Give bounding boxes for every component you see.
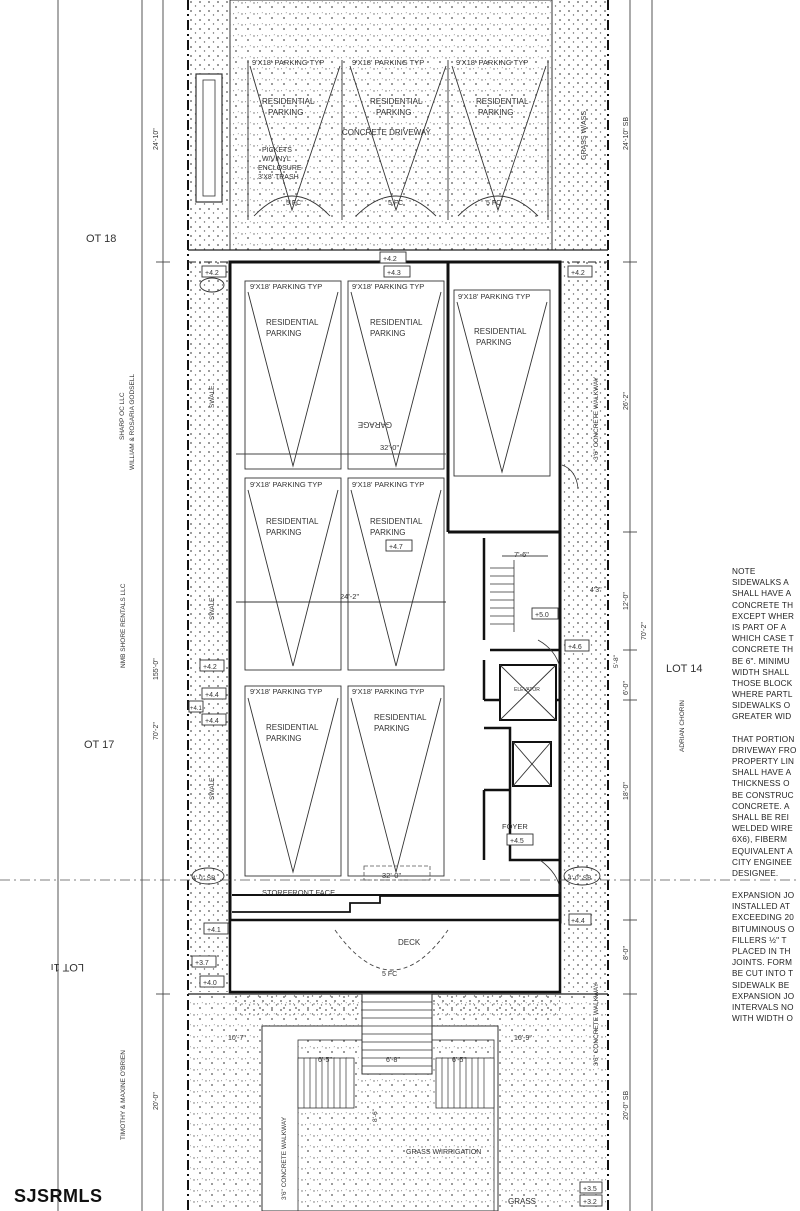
note-line: INSTALLED AT xyxy=(732,902,791,912)
pickets-label: PICKETS xyxy=(262,147,292,154)
dim-5-8: 5'-8" xyxy=(613,655,620,668)
park-top-1: PARKING xyxy=(268,108,304,117)
dim-16-9: 16'-9" xyxy=(514,1035,532,1042)
swale-1: SWALE xyxy=(209,385,216,408)
fc-top-2: 5 FC xyxy=(388,200,404,207)
parking-typ-g3: 9'X18' PARKING TYP xyxy=(458,292,531,301)
lot-14-label: LOT 14 xyxy=(666,663,703,675)
dim-6-8: 6'-8" xyxy=(386,1057,400,1064)
park-g3: PARKING xyxy=(476,338,512,347)
fc-deck: 5 FC xyxy=(382,971,398,978)
note-title: NOTE xyxy=(732,567,756,576)
note-line: JOINTS. FORM xyxy=(732,958,793,968)
swale-3: SWALE xyxy=(209,777,216,800)
note-line: SHALL BE REI xyxy=(732,812,790,822)
vinyl-label: W/VINYL xyxy=(262,156,291,163)
res-g2: RESIDENTIAL xyxy=(370,318,423,327)
note-line: GREATER WID xyxy=(732,712,792,722)
elev-5: +4.7 xyxy=(389,544,403,551)
owner-william: WILLIAM & ROSARIA GODSELL xyxy=(129,373,136,470)
grass-label: GRASS xyxy=(508,1197,537,1206)
lot-16-label: LOT 1ı xyxy=(50,961,84,973)
dim-8-6: 8'-6" xyxy=(372,1109,379,1122)
dim-10-7: 10'-7" xyxy=(228,1035,246,1042)
park-g1: PARKING xyxy=(266,329,302,338)
note-line: CONCRETE. A xyxy=(732,801,790,811)
parking-typ-g4: 9'X18' PARKING TYP xyxy=(250,480,323,489)
res-g6: RESIDENTIAL xyxy=(266,723,319,732)
elev-18: +4.0 xyxy=(203,980,217,987)
note-line: SIDEWALK BE xyxy=(732,980,790,990)
elevator-label: ELEVATOR xyxy=(514,687,540,693)
grass-irrigation-label: GRASS W/IRRIGATION xyxy=(406,1149,482,1156)
owner-adrian: ADRIAN CHORIN xyxy=(679,699,686,752)
res-top-1: RESIDENTIAL xyxy=(262,97,315,106)
elev-7: +4.6 xyxy=(568,644,582,651)
dim-32-bot: 32'-0" xyxy=(382,871,402,880)
elev-2: +4.3 xyxy=(387,270,401,277)
note-line: WHERE PARTL xyxy=(732,690,793,700)
res-top-3: RESIDENTIAL xyxy=(476,97,529,106)
note-line: PLACED IN TH xyxy=(732,947,791,956)
note-line: SIDEWALKS A xyxy=(732,578,789,588)
elev-10: +4.2 xyxy=(203,664,217,671)
park-g7: PARKING xyxy=(374,724,410,733)
note-line: EXCEEDING 20 xyxy=(732,913,795,923)
parking-typ-top-1: 9'X18' PARKING TYP xyxy=(252,58,325,67)
res-g3: RESIDENTIAL xyxy=(474,327,527,336)
dim-4-0-sb-left: 4'-0" SB xyxy=(192,875,216,882)
dim-24-2: 24'-2" xyxy=(340,592,360,601)
dim-70-left: 70'-2" xyxy=(153,722,160,740)
note-line: PROPERTY LIN xyxy=(732,757,795,766)
swale-2: SWALE xyxy=(209,597,216,620)
dim-8-0: 8'-0" xyxy=(623,946,630,960)
note-line: BE CUT INTO T xyxy=(732,969,794,979)
park-g5: PARKING xyxy=(370,528,406,537)
dim-32-top: 32'-0" xyxy=(380,443,400,452)
note-line: WITH WIDTH O xyxy=(732,1014,794,1024)
owner-timothy: TIMOTHY & MAXINE O'BRIEN xyxy=(120,1050,127,1140)
grass-walk-label: GRASS W/ASS xyxy=(581,110,588,160)
note-line: FILLERS ½" T xyxy=(732,935,787,945)
sidewalk-note xyxy=(732,566,800,1024)
park-g4: PARKING xyxy=(266,528,302,537)
parking-typ-top-3: 9'X18' PARKING TYP xyxy=(456,58,529,67)
note-line: WELDED WIRE xyxy=(732,824,793,834)
foyer-label: FOYER xyxy=(502,822,528,831)
fc-top-1: 5 FC xyxy=(286,200,302,207)
owner-sharp: SHARP OC LLC xyxy=(119,392,126,440)
parking-typ-g6: 9'X18' PARKING TYP xyxy=(250,687,323,696)
note-line: 6X6), FIBERM xyxy=(732,835,788,845)
lot-17-label: OT 17 xyxy=(84,739,115,751)
parking-typ-g2: 9'X18' PARKING TYP xyxy=(352,282,425,291)
trash-label: 3'X8' TRASH xyxy=(258,174,299,181)
elev-11: +4.1 xyxy=(190,706,202,712)
res-g1: RESIDENTIAL xyxy=(266,318,319,327)
elev-3: +4.2 xyxy=(205,270,219,277)
note-line: SIDEWALKS O xyxy=(732,701,791,711)
storefront-label: STOREFRONT FACE xyxy=(262,888,336,897)
note-line: BE CONSTRUC xyxy=(732,790,794,800)
elev-17: +4.4 xyxy=(571,918,585,925)
elev-1: +4.2 xyxy=(383,256,397,263)
dim-6-0: 6'-0" xyxy=(623,681,630,695)
dim-4-3: 4'3" xyxy=(590,587,602,594)
dim-20-left: 20'-0" xyxy=(153,1092,160,1110)
note-line: IS PART OF A xyxy=(732,622,787,632)
dim-155: 155'-0" xyxy=(153,658,160,680)
enclosure-label: ENCLOSURE xyxy=(258,165,302,172)
elev-8: +4.5 xyxy=(510,838,524,845)
elev-15: +3.2 xyxy=(583,1199,597,1206)
note-line: CONCRETE TH xyxy=(732,600,794,610)
deck-label: DECK xyxy=(398,938,421,947)
res-g7: RESIDENTIAL xyxy=(374,713,427,722)
note-line: EXPANSION JO xyxy=(732,991,795,1001)
elev-16: +3.7 xyxy=(195,960,209,967)
note-line: EXPANSION JO xyxy=(732,891,795,901)
note-line: DESIGNEE. xyxy=(732,868,779,878)
fc-top-3: 5 FC xyxy=(486,200,502,207)
note-line: THICKNESS O xyxy=(732,779,790,789)
note-line: WHICH CASE T xyxy=(732,634,794,644)
walkway-bottom: 3'6" CONCRETE WALKWAY xyxy=(593,982,600,1066)
elev-14: +3.5 xyxy=(583,1186,597,1193)
elev-4: +4.2 xyxy=(571,270,585,277)
elev-9: +4.4 xyxy=(205,692,219,699)
note-line: EXCEPT WHER xyxy=(732,611,795,621)
park-top-3: PARKING xyxy=(478,108,514,117)
dim-6-5-b: 6'-5" xyxy=(452,1057,466,1064)
dim-24-10-left: 24'-10" xyxy=(153,128,160,150)
mls-watermark: SJSRMLS xyxy=(14,1186,103,1206)
note-line: INTERVALS NO xyxy=(732,1002,794,1012)
res-g5: RESIDENTIAL xyxy=(370,517,423,526)
concrete-driveway-label: CONCRETE DRIVEWAY xyxy=(342,128,431,137)
note-line: SHALL HAVE A xyxy=(732,768,792,778)
owner-nmb: NMB SHORE RENTALS LLC xyxy=(120,583,127,668)
dim-18-0: 18'-0" xyxy=(623,782,630,800)
dim-12-0: 12'-0" xyxy=(623,592,630,610)
parking-typ-top-2: 9'X18' PARKING TYP xyxy=(352,58,425,67)
elev-6: +5.0 xyxy=(535,612,549,619)
parking-typ-g7: 9'X18' PARKING TYP xyxy=(352,687,425,696)
elev-12: +4.4 xyxy=(205,718,219,725)
lot-18-label: OT 18 xyxy=(86,233,117,245)
note-line: EQUIVALENT A xyxy=(732,846,793,856)
note-line: CITY ENGINEE xyxy=(732,857,793,867)
res-g4: RESIDENTIAL xyxy=(266,517,319,526)
dim-6-5-a: 6'-5" xyxy=(318,1057,332,1064)
elev-13: +4.1 xyxy=(207,927,221,934)
walkway-left: 3'6" CONCRETE WALKWAY xyxy=(281,1116,288,1200)
dim-20-right: 20'-0" SB xyxy=(623,1090,630,1120)
dim-7-6: 7'-6" xyxy=(514,550,529,559)
res-top-2: RESIDENTIAL xyxy=(370,97,423,106)
parking-typ-g5: 9'X18' PARKING TYP xyxy=(352,480,425,489)
dim-70-right: 70'-2" xyxy=(641,622,648,640)
note-line: BE 6". MINIMU xyxy=(732,656,790,666)
dim-26-2: 26'-2" xyxy=(623,392,630,410)
park-g6: PARKING xyxy=(266,734,302,743)
garage-label: GARAGE xyxy=(357,420,392,429)
dim-24-10-right: 24'-10" SB xyxy=(623,116,630,150)
note-line: BITUMINOUS O xyxy=(732,924,795,934)
park-top-2: PARKING xyxy=(376,108,412,117)
note-line: THOSE BLOCK xyxy=(732,678,793,688)
note-line: WIDTH SHALL xyxy=(732,667,790,677)
note-line: CONCRETE TH xyxy=(732,645,794,655)
note-line: THAT PORTION xyxy=(732,734,795,744)
walkway-top: 3'6" CONCRETE WALKWAY xyxy=(593,376,600,460)
note-line: DRIVEWAY FRO xyxy=(732,745,797,755)
dim-4-0-sb-right: 4'-0" SB xyxy=(568,875,592,882)
parking-typ-g1: 9'X18' PARKING TYP xyxy=(250,282,323,291)
park-g2: PARKING xyxy=(370,329,406,338)
note-line: SHALL HAVE A xyxy=(732,589,792,599)
